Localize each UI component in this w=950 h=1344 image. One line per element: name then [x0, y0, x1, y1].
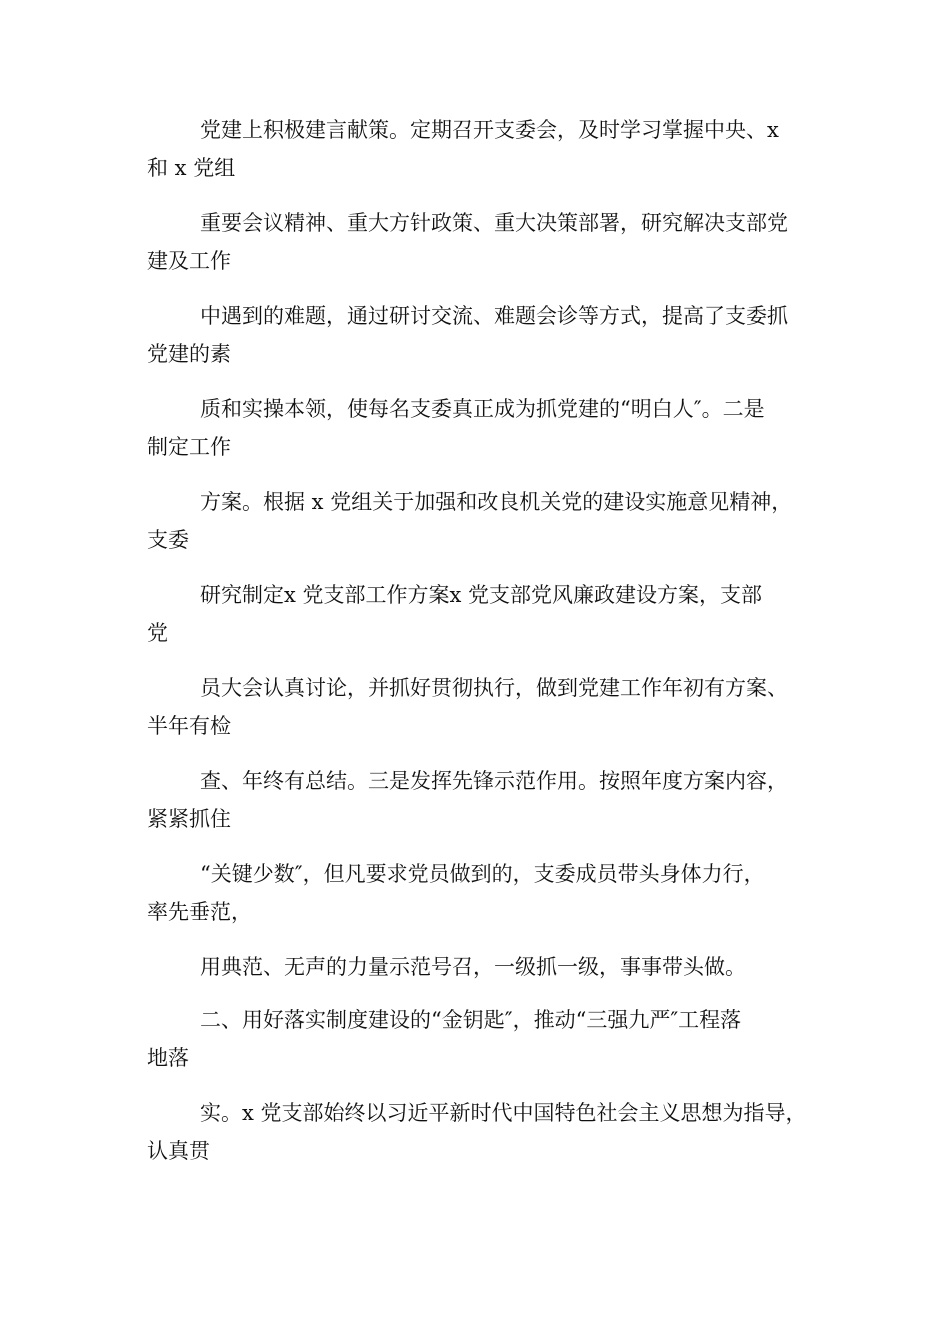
- paragraph-line: 查、年终有总结。三是发挥先锋示范作用。按照年度方案内容，: [200, 769, 788, 793]
- paragraph-line: 地落: [147, 1046, 189, 1070]
- paragraph-line: 紧紧抓住: [147, 807, 231, 831]
- paragraph-line: 党建的素: [147, 342, 231, 366]
- paragraph-line: 建及工作: [147, 249, 231, 273]
- paragraph-line: 二、用好落实制度建设的“金钥匙″，推动“三强九严″工程落: [200, 1008, 742, 1032]
- paragraph-line: 率先垂范，: [147, 900, 252, 924]
- paragraph-line: 重要会议精神、重大方针政策、重大决策部署，研究解决支部党: [200, 211, 788, 235]
- paragraph-line: 和 x 党组: [147, 156, 236, 180]
- paragraph-line: 党建上积极建言献策。定期召开支委会，及时学习掌握中央、x: [200, 118, 779, 142]
- paragraph-line: 制定工作: [147, 435, 231, 459]
- paragraph-line: 中遇到的难题，通过研讨交流、难题会诊等方式，提高了支委抓: [200, 304, 788, 328]
- paragraph-line: “关键少数″，但凡要求党员做到的，支委成员带头身体力行，: [200, 862, 765, 886]
- paragraph-line: 研究制定x 党支部工作方案x 党支部党风廉政建设方案，支部: [200, 583, 763, 607]
- paragraph-line: 支委: [147, 528, 189, 552]
- paragraph-line: 方案。根据 x 党组关于加强和改良机关党的建设实施意见精神，: [200, 490, 793, 514]
- paragraph-line: 认真贯: [147, 1139, 210, 1163]
- paragraph-line: 党: [147, 621, 168, 645]
- paragraph-line: 实。x 党支部始终以习近平新时代中国特色社会主义思想为指导，: [200, 1101, 807, 1125]
- paragraph-line: 员大会认真讨论，并抓好贯彻执行，做到党建工作年初有方案、: [200, 676, 788, 700]
- paragraph-line: 半年有检: [147, 714, 231, 738]
- paragraph-line: 质和实操本领，使每名支委真正成为抓党建的“明白人″。二是: [200, 397, 765, 421]
- paragraph-line: 用典范、无声的力量示范号召，一级抓一级，事事带头做。: [200, 955, 746, 979]
